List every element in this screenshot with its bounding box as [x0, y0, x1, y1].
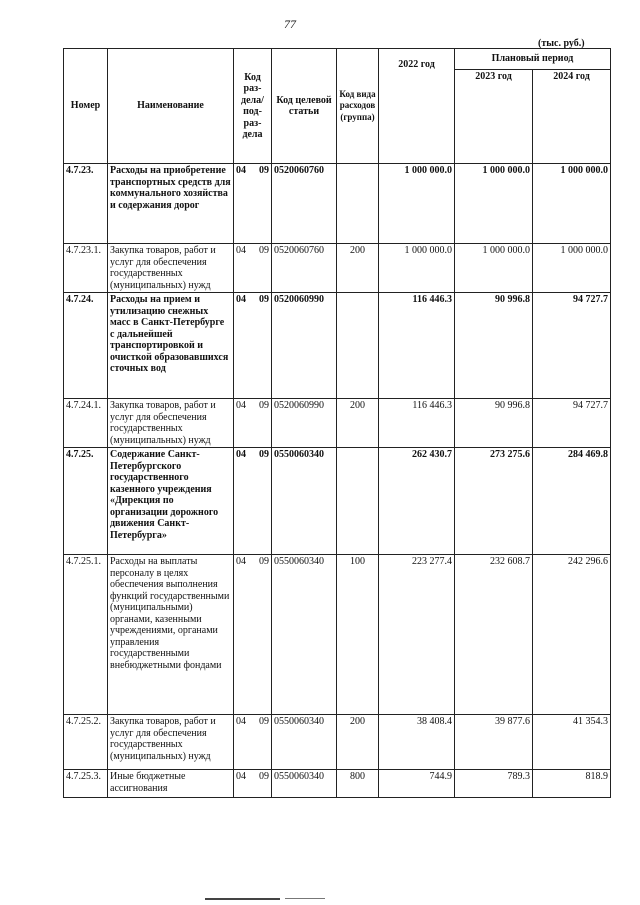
row-razdel: 04: [236, 165, 246, 176]
header-2023: 2023 год: [455, 70, 533, 164]
row-name: Расходы на приобретение транспортных средств для коммунального хозяйства и содержания дорог: [108, 164, 234, 244]
header-section: Код раз-дела/ под-раз-дела: [234, 49, 272, 164]
row-name: Закупка товаров, работ и услуг для обеспечения государственных (муниципальных) нужд: [108, 399, 234, 448]
row-name: Расходы на выплаты персоналу в целях обеспечения выполнения функций государственными (муниципальными) органами, казенными учреждениями, органами управления государственными внебюджетными фондами: [108, 555, 234, 715]
table-row: [64, 399, 611, 448]
row-target-code: 0520060760: [272, 244, 337, 293]
bottom-rule-secondary: [285, 898, 325, 899]
row-podrazdel: 09: [259, 294, 269, 305]
row-expense-type: 800: [337, 770, 379, 798]
row-amount-2022: 116 446.3: [379, 399, 455, 448]
row-section-code: [234, 715, 272, 770]
row-podrazdel: 09: [259, 165, 269, 176]
row-number: 4.7.24.1.: [64, 399, 108, 448]
units-label: (тыс. руб.): [538, 38, 585, 49]
row-podrazdel: 09: [259, 716, 269, 727]
table-row: [64, 448, 611, 555]
table-header: [64, 49, 611, 164]
row-name: Иные бюджетные ассигнования: [108, 770, 234, 798]
row-amount-2023: 90 996.8: [455, 293, 533, 399]
header-plan-period: Плановый период: [455, 49, 611, 70]
budget-table: [63, 48, 611, 798]
row-section-code: [234, 555, 272, 715]
row-name: Расходы на прием и утилизацию снежных масс в Санкт-Петербурге с дальнейшей транспортировкой и очисткой образовавшихся сточных вод: [108, 293, 234, 399]
row-amount-2024: 41 354.3: [533, 715, 611, 770]
row-amount-2024: 94 727.7: [533, 399, 611, 448]
row-amount-2023: 39 877.6: [455, 715, 533, 770]
header-2022: 2022 год: [379, 49, 455, 164]
row-section-code: [234, 293, 272, 399]
row-section-code: [234, 164, 272, 244]
header-number: Номер: [64, 49, 108, 164]
row-name: Содержание Санкт-Петербургского государственного казенного учреждения «Дирекция по организации дорожного движения Санкт-Петербурга»: [108, 448, 234, 555]
row-amount-2023: 789.3: [455, 770, 533, 798]
row-expense-type: 100: [337, 555, 379, 715]
row-amount-2023: 273 275.6: [455, 448, 533, 555]
row-target-code: 0550060340: [272, 715, 337, 770]
row-podrazdel: 09: [259, 556, 269, 567]
row-amount-2022: 223 277.4: [379, 555, 455, 715]
table-row: [64, 715, 611, 770]
row-section-code: [234, 448, 272, 555]
table-row: [64, 293, 611, 399]
table-row: [64, 164, 611, 244]
row-amount-2022: 1 000 000.0: [379, 164, 455, 244]
row-number: 4.7.25.: [64, 448, 108, 555]
row-section-code: [234, 399, 272, 448]
row-section-code: [234, 770, 272, 798]
row-amount-2023: 232 608.7: [455, 555, 533, 715]
row-amount-2024: 1 000 000.0: [533, 164, 611, 244]
row-number: 4.7.25.1.: [64, 555, 108, 715]
table-body: [64, 164, 611, 798]
row-number: 4.7.23.: [64, 164, 108, 244]
row-amount-2022: 744.9: [379, 770, 455, 798]
header-target: Код целевой статьи: [272, 49, 337, 164]
row-amount-2024: 818.9: [533, 770, 611, 798]
row-expense-type: 200: [337, 715, 379, 770]
header-name: Наименование: [108, 49, 234, 164]
row-target-code: 0520060760: [272, 164, 337, 244]
row-name: Закупка товаров, работ и услуг для обеспечения государственных (муниципальных) нужд: [108, 244, 234, 293]
row-expense-type: 200: [337, 244, 379, 293]
row-target-code: 0520060990: [272, 399, 337, 448]
page-number: 77: [284, 17, 296, 31]
row-podrazdel: 09: [259, 771, 269, 782]
row-podrazdel: 09: [259, 245, 269, 256]
row-expense-type: [337, 448, 379, 555]
row-razdel: 04: [236, 716, 246, 727]
row-amount-2024: 242 296.6: [533, 555, 611, 715]
header-2024: 2024 год: [533, 70, 611, 164]
header-type: Код вида расходов (группа): [337, 49, 379, 164]
row-amount-2023: 1 000 000.0: [455, 244, 533, 293]
bottom-rule: [205, 898, 280, 900]
row-razdel: 04: [236, 771, 246, 782]
row-amount-2022: 116 446.3: [379, 293, 455, 399]
row-expense-type: [337, 164, 379, 244]
row-razdel: 04: [236, 449, 246, 460]
row-number: 4.7.25.2.: [64, 715, 108, 770]
row-amount-2024: 1 000 000.0: [533, 244, 611, 293]
row-razdel: 04: [236, 294, 246, 305]
row-target-code: 0550060340: [272, 448, 337, 555]
table-row: [64, 555, 611, 715]
row-expense-type: [337, 293, 379, 399]
row-podrazdel: 09: [259, 400, 269, 411]
table-row: [64, 244, 611, 293]
row-number: 4.7.23.1.: [64, 244, 108, 293]
row-razdel: 04: [236, 400, 246, 411]
row-amount-2023: 90 996.8: [455, 399, 533, 448]
row-target-code: 0550060340: [272, 770, 337, 798]
row-amount-2022: 262 430.7: [379, 448, 455, 555]
row-razdel: 04: [236, 245, 246, 256]
row-target-code: 0520060990: [272, 293, 337, 399]
row-amount-2023: 1 000 000.0: [455, 164, 533, 244]
row-amount-2024: 94 727.7: [533, 293, 611, 399]
row-expense-type: 200: [337, 399, 379, 448]
row-number: 4.7.25.3.: [64, 770, 108, 798]
row-number: 4.7.24.: [64, 293, 108, 399]
row-section-code: [234, 244, 272, 293]
row-podrazdel: 09: [259, 449, 269, 460]
row-amount-2022: 1 000 000.0: [379, 244, 455, 293]
table-row: [64, 770, 611, 798]
row-amount-2024: 284 469.8: [533, 448, 611, 555]
row-name: Закупка товаров, работ и услуг для обеспечения государственных (муниципальных) нужд: [108, 715, 234, 770]
row-target-code: 0550060340: [272, 555, 337, 715]
row-razdel: 04: [236, 556, 246, 567]
row-amount-2022: 38 408.4: [379, 715, 455, 770]
